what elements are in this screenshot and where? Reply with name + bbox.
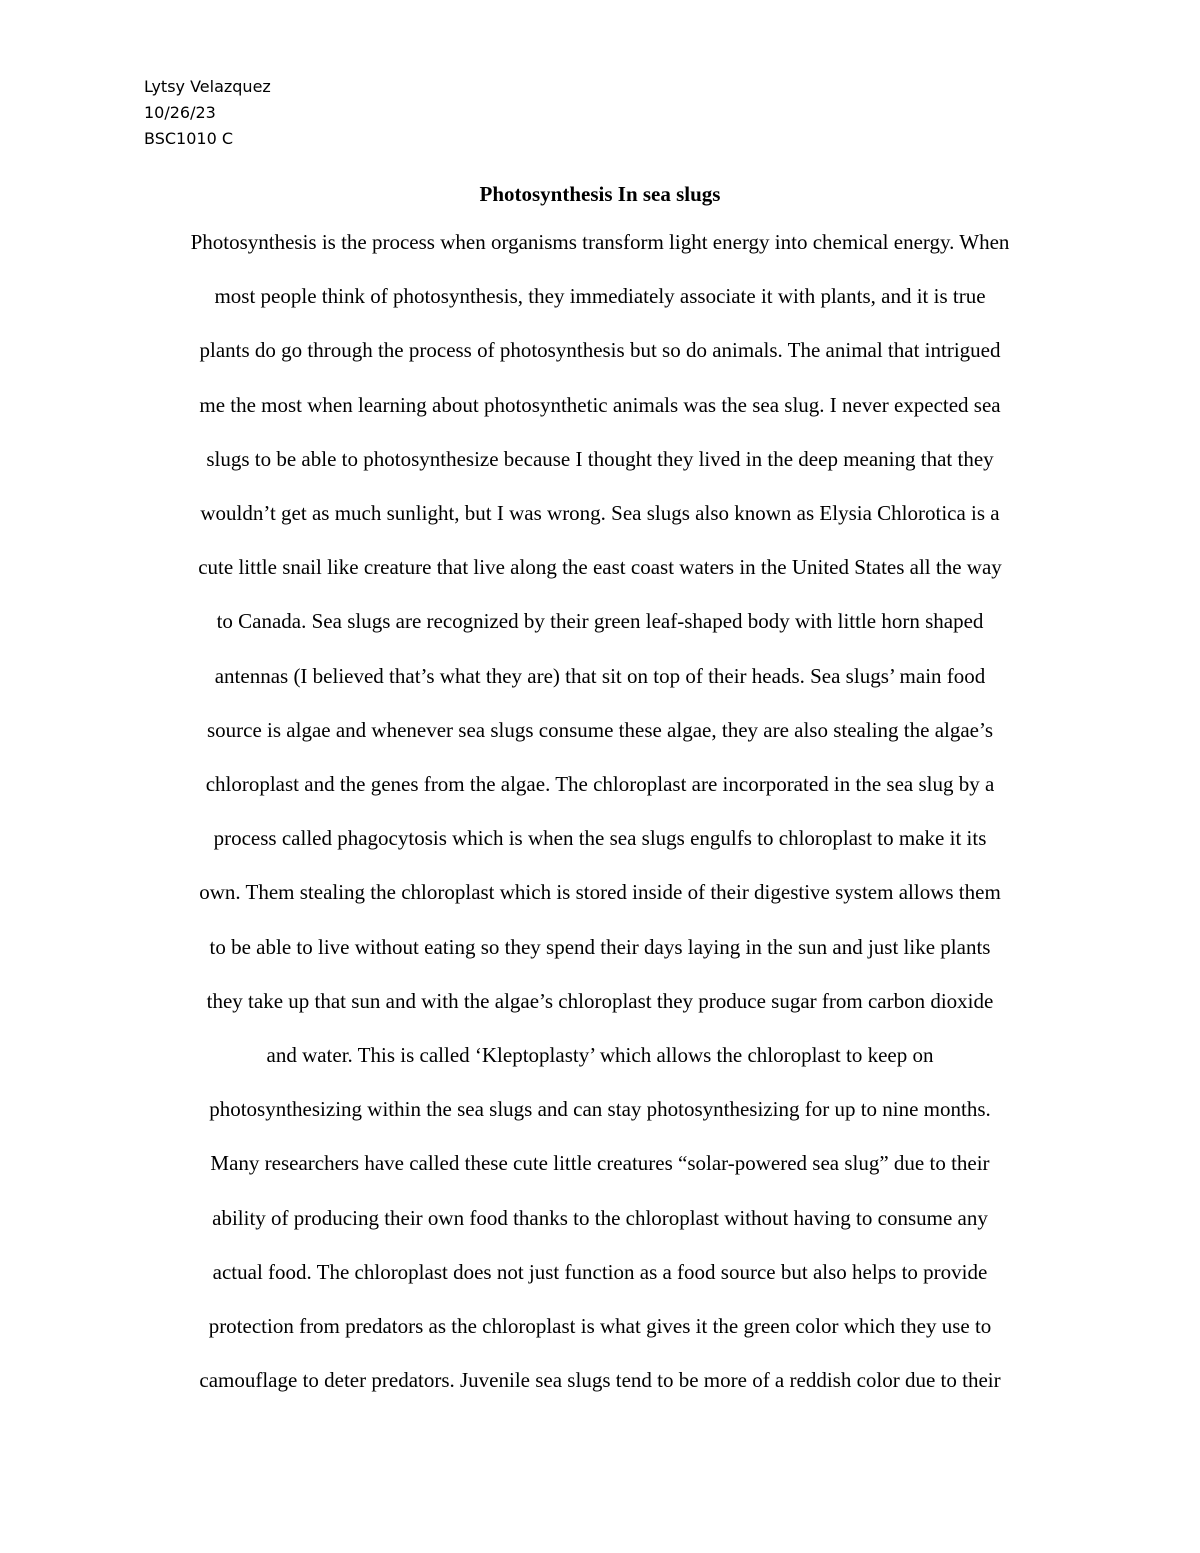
paragraph-line: chloroplast and the genes from the algae. The chloroplast are incorporated in the sea slug by a <box>205 772 995 796</box>
paragraph-line: wouldn’t get as much sunlight, but I was wrong. Sea slugs also known as Elysia Chlorotica is a <box>200 501 1000 525</box>
paragraph-line: they take up that sun and with the algae’s chloroplast they produce sugar from carbon dioxide <box>206 988 994 1013</box>
paragraph-line: Many researchers have called these cute little creatures “solar-powered sea slug” due to their <box>210 1151 990 1176</box>
paragraph-line: slugs to be able to photosynthesize because I thought they lived in the deep meaning that they <box>206 446 994 471</box>
paragraph-line: and water. This is called ‘Kleptoplasty’ which allows the chloroplast to keep on <box>266 1043 934 1067</box>
paragraph-line: source is algae and whenever sea slugs consume these algae, they are also stealing the algae’s <box>206 717 994 742</box>
paragraph-line: plants do go through the process of photosynthesis but so do animals. The animal that intrigued <box>199 338 1001 363</box>
paragraph-line: to Canada. Sea slugs are recognized by their green leaf-shaped body with little horn shaped <box>216 609 984 634</box>
submission-date: 10/26/23 <box>144 103 216 122</box>
paragraph-line: most people think of photosynthesis, they immediately associate it with plants, and it is true <box>214 284 986 309</box>
paragraph-line: photosynthesizing within the sea slugs and can stay photosynthesizing for up to nine months. <box>209 1097 991 1122</box>
paragraph-line: me the most when learning about photosynthetic animals was the sea slug. I never expected sea <box>199 392 1001 417</box>
paragraph-line: Photosynthesis is the process when organisms transform light energy into chemical energy. When <box>190 230 1010 254</box>
paragraph-line: process called phagocytosis which is when the sea slugs engulfs to chloroplast to make it its <box>213 826 987 851</box>
paragraph-line: protection from predators as the chloroplast is what gives it the green color which they use to <box>208 1314 992 1338</box>
paragraph-line: own. Them stealing the chloroplast which is stored inside of their digestive system allows them <box>199 880 1001 905</box>
paragraph-line: cute little snail like creature that live along the east coast waters in the United States all the way <box>198 555 1002 580</box>
paragraph-line: antennas (I believed that’s what they are) that sit on top of their heads. Sea slugs’ main food <box>214 663 986 688</box>
essay-title: Photosynthesis In sea slugs <box>479 182 721 206</box>
paragraph-line: ability of producing their own food thanks to the chloroplast without having to consume any <box>212 1205 988 1230</box>
paragraph-line: camouflage to deter predators. Juvenile sea slugs tend to be more of a reddish color due to their <box>199 1368 1001 1393</box>
course-code: BSC1010 C <box>144 129 233 148</box>
paragraph-line: to be able to live without eating so they spend their days laying in the sun and just like plants <box>209 934 991 959</box>
paragraph-line: actual food. The chloroplast does not just function as a food source but also helps to provide <box>212 1259 988 1284</box>
student-header <box>144 74 271 152</box>
author-name: Lytsy Velazquez <box>144 77 271 96</box>
